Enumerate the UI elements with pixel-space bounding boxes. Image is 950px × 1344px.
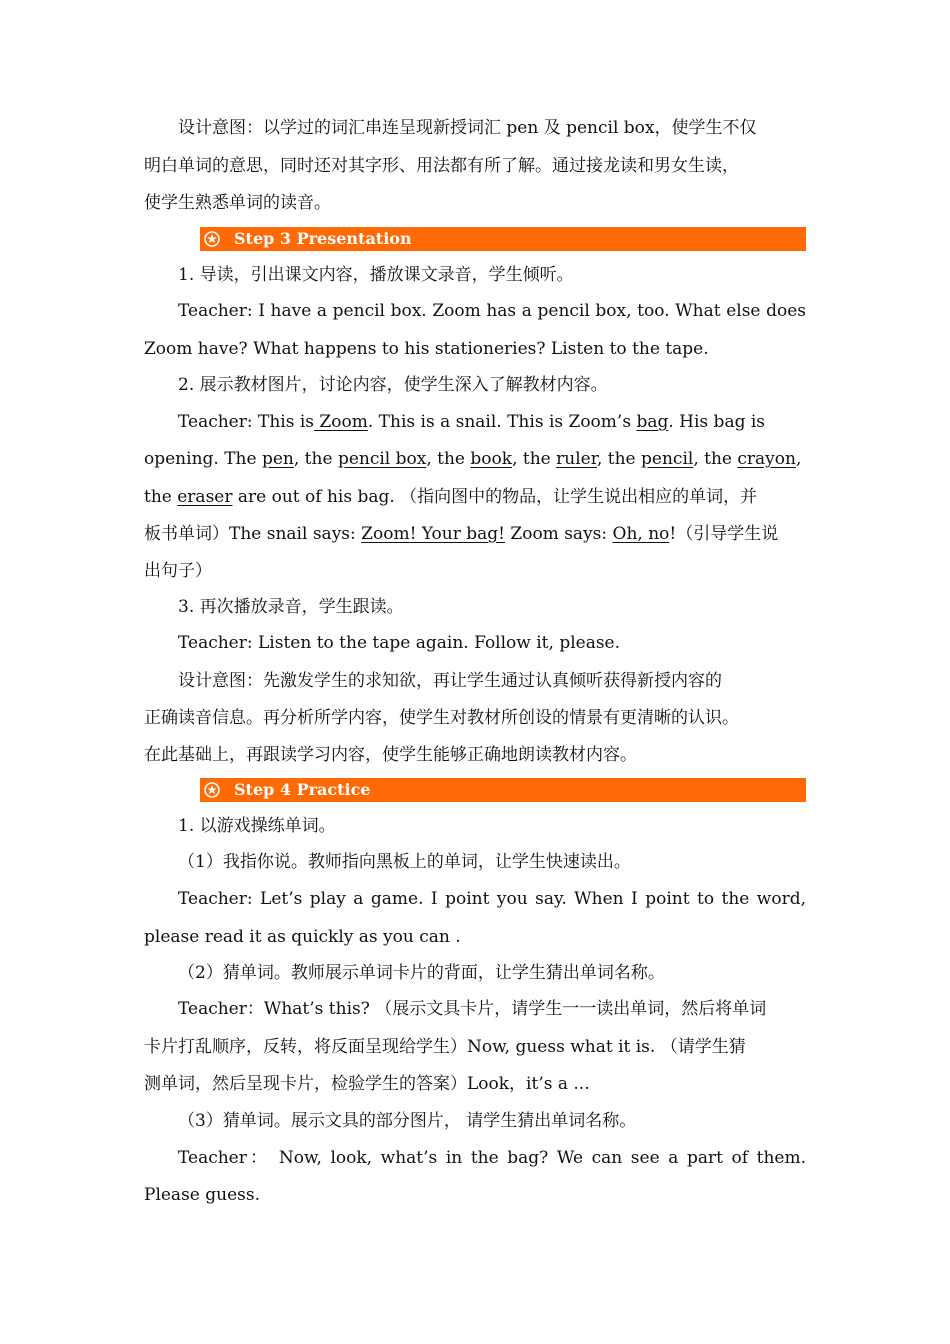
step4-item1: 1. 以游戏操练单词。 xyxy=(178,816,336,836)
design-intent-line: 设计意图：先激发学生的求知欲，再让学生通过认真倾听获得新授内容的 xyxy=(178,671,722,691)
vocab-ruler: ruler xyxy=(556,449,597,469)
vocab-crayon: crayon xyxy=(737,449,796,469)
step3-banner xyxy=(200,227,806,251)
step4-sub3: （3）猜单词。展示文具的部分图片， 请学生猜出单词名称。 xyxy=(178,1111,637,1131)
vocab-pen: pen xyxy=(261,449,294,469)
text: are out of his bag. （指向图中的物品，让学生说出相应的单词，并 xyxy=(232,487,758,507)
design-intent-line: 使学生熟悉单词的读音。 xyxy=(144,193,331,213)
teacher-line xyxy=(144,486,757,508)
vocab-pencil: pencil xyxy=(641,449,694,469)
teacher-line: 测单词，然后呈现卡片，检验学生的答案）Look，it’s a ... xyxy=(144,1074,590,1094)
step3-item1: 1. 导读，引出课文内容，播放课文录音，学生倾听。 xyxy=(178,265,574,285)
teacher-line xyxy=(178,411,765,433)
text: , the xyxy=(426,449,471,469)
teacher-line: 卡片打乱顺序，反转，将反面呈现给学生）Now, guess what it is. （请学生猜 xyxy=(144,1037,746,1057)
sentence-zoom-your-bag: Zoom! Your bag! xyxy=(361,524,505,544)
design-intent-line: 设计意图：以学过的词汇串连呈现新授词汇 pen 及 pencil box，使学生不仅 xyxy=(178,118,757,138)
text: 板书单词）The snail says: xyxy=(144,524,362,544)
text: , the xyxy=(693,449,738,469)
vocab-zoom: Zoom xyxy=(314,412,368,432)
vocab-bag: bag xyxy=(636,412,669,432)
text: the xyxy=(144,487,178,507)
teacher-line: Teacher: Let’s play a game. I point you say. When I point to the word, xyxy=(178,889,806,909)
vocab-eraser: eraser xyxy=(177,487,233,507)
text: opening. The xyxy=(144,449,262,469)
text: , the xyxy=(293,449,338,469)
star-circle-icon xyxy=(204,231,220,247)
text: . This is a snail. This is Zoom’s xyxy=(367,412,637,432)
step4-sub2: （2）猜单词。教师展示单词卡片的背面，让学生猜出单词名称。 xyxy=(178,963,665,983)
teacher-line xyxy=(144,523,778,545)
step4-banner xyxy=(200,778,806,802)
step3-item2: 2. 展示教材图片，讨论内容，使学生深入了解教材内容。 xyxy=(178,375,608,395)
design-intent-line: 正确读音信息。再分析所学内容，使学生对教材所创设的情景有更清晰的认识。 xyxy=(144,708,739,728)
teacher-line: please read it as quickly as you can . xyxy=(144,927,461,947)
step4-title: Step 4 Practice xyxy=(234,780,371,799)
design-intent-line: 在此基础上，再跟读学习内容，使学生能够正确地朗读教材内容。 xyxy=(144,745,637,765)
text: !（引导学生说 xyxy=(669,524,779,544)
vocab-book: book xyxy=(470,449,513,469)
teacher-line: Teacher: Listen to the tape again. Follow it, please. xyxy=(178,633,621,653)
teacher-line: 出句子） xyxy=(144,561,212,581)
text: . His bag is xyxy=(668,412,766,432)
text: , xyxy=(795,449,802,469)
design-intent-line: 明白单词的意思，同时还对其字形、用法都有所了解。通过接龙读和男女生读， xyxy=(144,156,739,176)
sentence-oh-no: Oh, no xyxy=(612,524,670,544)
teacher-line: Teacher：What’s this? （展示文具卡片，请学生一一读出单词，然后将单词 xyxy=(178,999,767,1019)
vocab-pencil-box: pencil box xyxy=(337,449,427,469)
text: Zoom says: xyxy=(505,524,613,544)
step3-item3: 3. 再次播放录音，学生跟读。 xyxy=(178,597,404,617)
text: , the xyxy=(512,449,557,469)
step3-title: Step 3 Presentation xyxy=(234,229,412,248)
step4-sub1: （1）我指你说。教师指向黑板上的单词，让学生快速读出。 xyxy=(178,852,631,872)
teacher-line: Please guess. xyxy=(144,1185,261,1205)
star-circle-icon xyxy=(204,782,220,798)
text: Teacher: This is xyxy=(178,412,315,432)
teacher-line: Teacher： Now, look, what’s in the bag? We can see a part of them. xyxy=(178,1148,806,1168)
teacher-line: Teacher: I have a pencil box. Zoom has a pencil box, too. What else does xyxy=(178,301,806,321)
teacher-line xyxy=(144,448,801,470)
text: , the xyxy=(596,449,642,469)
teacher-line: Zoom have? What happens to his stationeries? Listen to the tape. xyxy=(144,339,709,359)
